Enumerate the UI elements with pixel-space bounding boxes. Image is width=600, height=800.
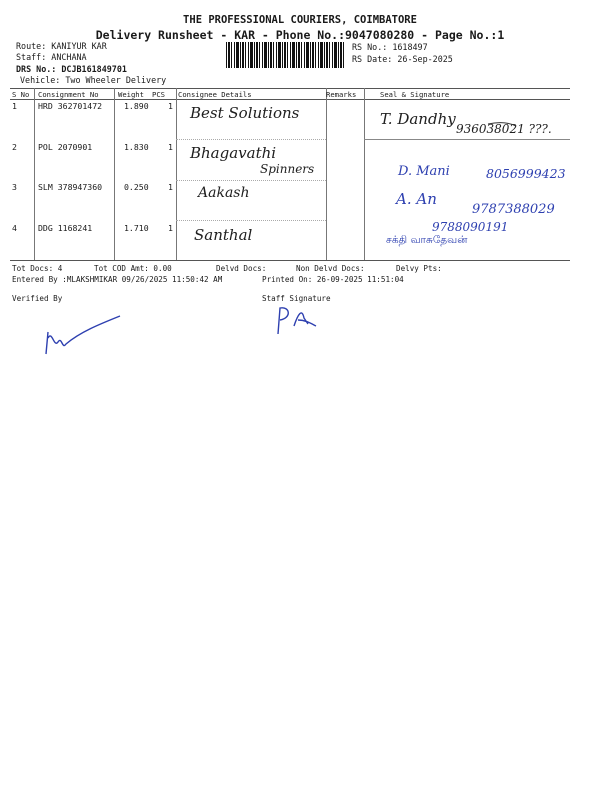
- underline-stroke: [488, 120, 568, 140]
- row-signature-name: D. Mani: [398, 164, 450, 179]
- col-divider: [364, 88, 365, 260]
- row-separator: [176, 180, 326, 181]
- runsheet-title: Delivery Runsheet - KAR - Phone No.:9047080280 - Page No.:1: [95, 28, 505, 42]
- row-signature-phone: 8056999423: [486, 166, 566, 181]
- rs-number: RS No.: 1618497: [352, 42, 428, 52]
- col-divider: [326, 88, 327, 260]
- row-consignee-line2: Spinners: [260, 162, 315, 176]
- total-docs: Tot Docs: 4: [12, 264, 63, 273]
- row-separator: [176, 139, 326, 140]
- row-consignee: Best Solutions: [190, 104, 300, 122]
- row-separator: [176, 220, 326, 221]
- row-pcs: 1: [168, 101, 173, 111]
- row-signature-phone: 936038021 ???.: [456, 122, 552, 136]
- printed-on: Printed On: 26-09-2025 11:51:04: [262, 275, 404, 284]
- company-title: THE PROFESSIONAL COURIERS, COIMBATORE: [183, 14, 417, 26]
- vehicle-label: Vehicle: Two Wheeler Delivery: [20, 75, 167, 85]
- verifier-signature: [40, 310, 130, 360]
- row-weight: 0.250: [124, 182, 149, 192]
- row-sno: 4: [12, 223, 17, 233]
- col-header-consignment: Consignment No: [38, 90, 99, 99]
- row-sno: 3: [12, 182, 17, 192]
- entered-by: Entered By :MLAKSHMIKAR 09/26/2025 11:50:42 AM: [12, 275, 223, 284]
- col-header-seal-signature: Seal & Signature: [380, 90, 450, 99]
- row-pcs: 1: [168, 223, 173, 233]
- verified-by-label: Verified By: [12, 294, 63, 303]
- staff-signature: [272, 304, 322, 340]
- staff-label: Staff: ANCHANA: [16, 52, 87, 62]
- table-header-rule: [10, 99, 570, 100]
- delivery-points: Delvy Pts:: [396, 264, 442, 273]
- row-pcs: 1: [168, 182, 173, 192]
- row-weight: 1.890: [124, 101, 149, 111]
- row-signature-phone: 9788090191: [432, 220, 509, 234]
- row-weight: 1.710: [124, 223, 149, 233]
- non-delivered-docs: Non Delvd Docs:: [296, 264, 365, 273]
- row-signature-name: A. An: [396, 190, 437, 208]
- total-cod-amount: Tot COD Amt: 0.00: [94, 264, 172, 273]
- col-header-sno: S No: [12, 90, 30, 99]
- row-sno: 2: [12, 142, 17, 152]
- row-consignment: HRD 362701472: [38, 101, 103, 111]
- col-header-pcs: PCS: [152, 90, 165, 99]
- drs-number: DRS No.: DCJB161849701: [16, 64, 127, 74]
- table-top-rule: [10, 88, 570, 89]
- row-pcs: 1: [168, 142, 173, 152]
- row-signature-name: T. Dandhy: [380, 110, 456, 128]
- barcode: [226, 42, 346, 68]
- row-weight: 1.830: [124, 142, 149, 152]
- rs-date: RS Date: 26-Sep-2025: [352, 54, 453, 64]
- row-consignment: POL 2070901: [38, 142, 93, 152]
- route-label: Route: KANIYUR KAR: [16, 41, 107, 51]
- row-signature-phone: 9787388029: [472, 202, 555, 217]
- col-divider: [34, 88, 35, 260]
- col-header-weight: Weight: [118, 90, 144, 99]
- delivered-docs: Delvd Docs:: [216, 264, 267, 273]
- row-consignment: SLM 378947360: [38, 182, 103, 192]
- row-sno: 1: [12, 101, 17, 111]
- row-signature-name: சக்தி வாசுதேவன்: [386, 234, 468, 246]
- row-consignee: Bhagavathi: [190, 144, 277, 162]
- row-consignee: Aakash: [198, 185, 250, 201]
- table-bottom-rule: [10, 260, 570, 261]
- row-consignee: Santhal: [194, 226, 253, 244]
- col-header-consignee: Consignee Details: [178, 90, 252, 99]
- col-divider: [114, 88, 115, 260]
- staff-signature-label: Staff Signature: [262, 294, 331, 303]
- col-divider: [176, 88, 177, 260]
- col-header-remarks: Remarks: [326, 90, 357, 99]
- row-consignment: DDG 1168241: [38, 223, 93, 233]
